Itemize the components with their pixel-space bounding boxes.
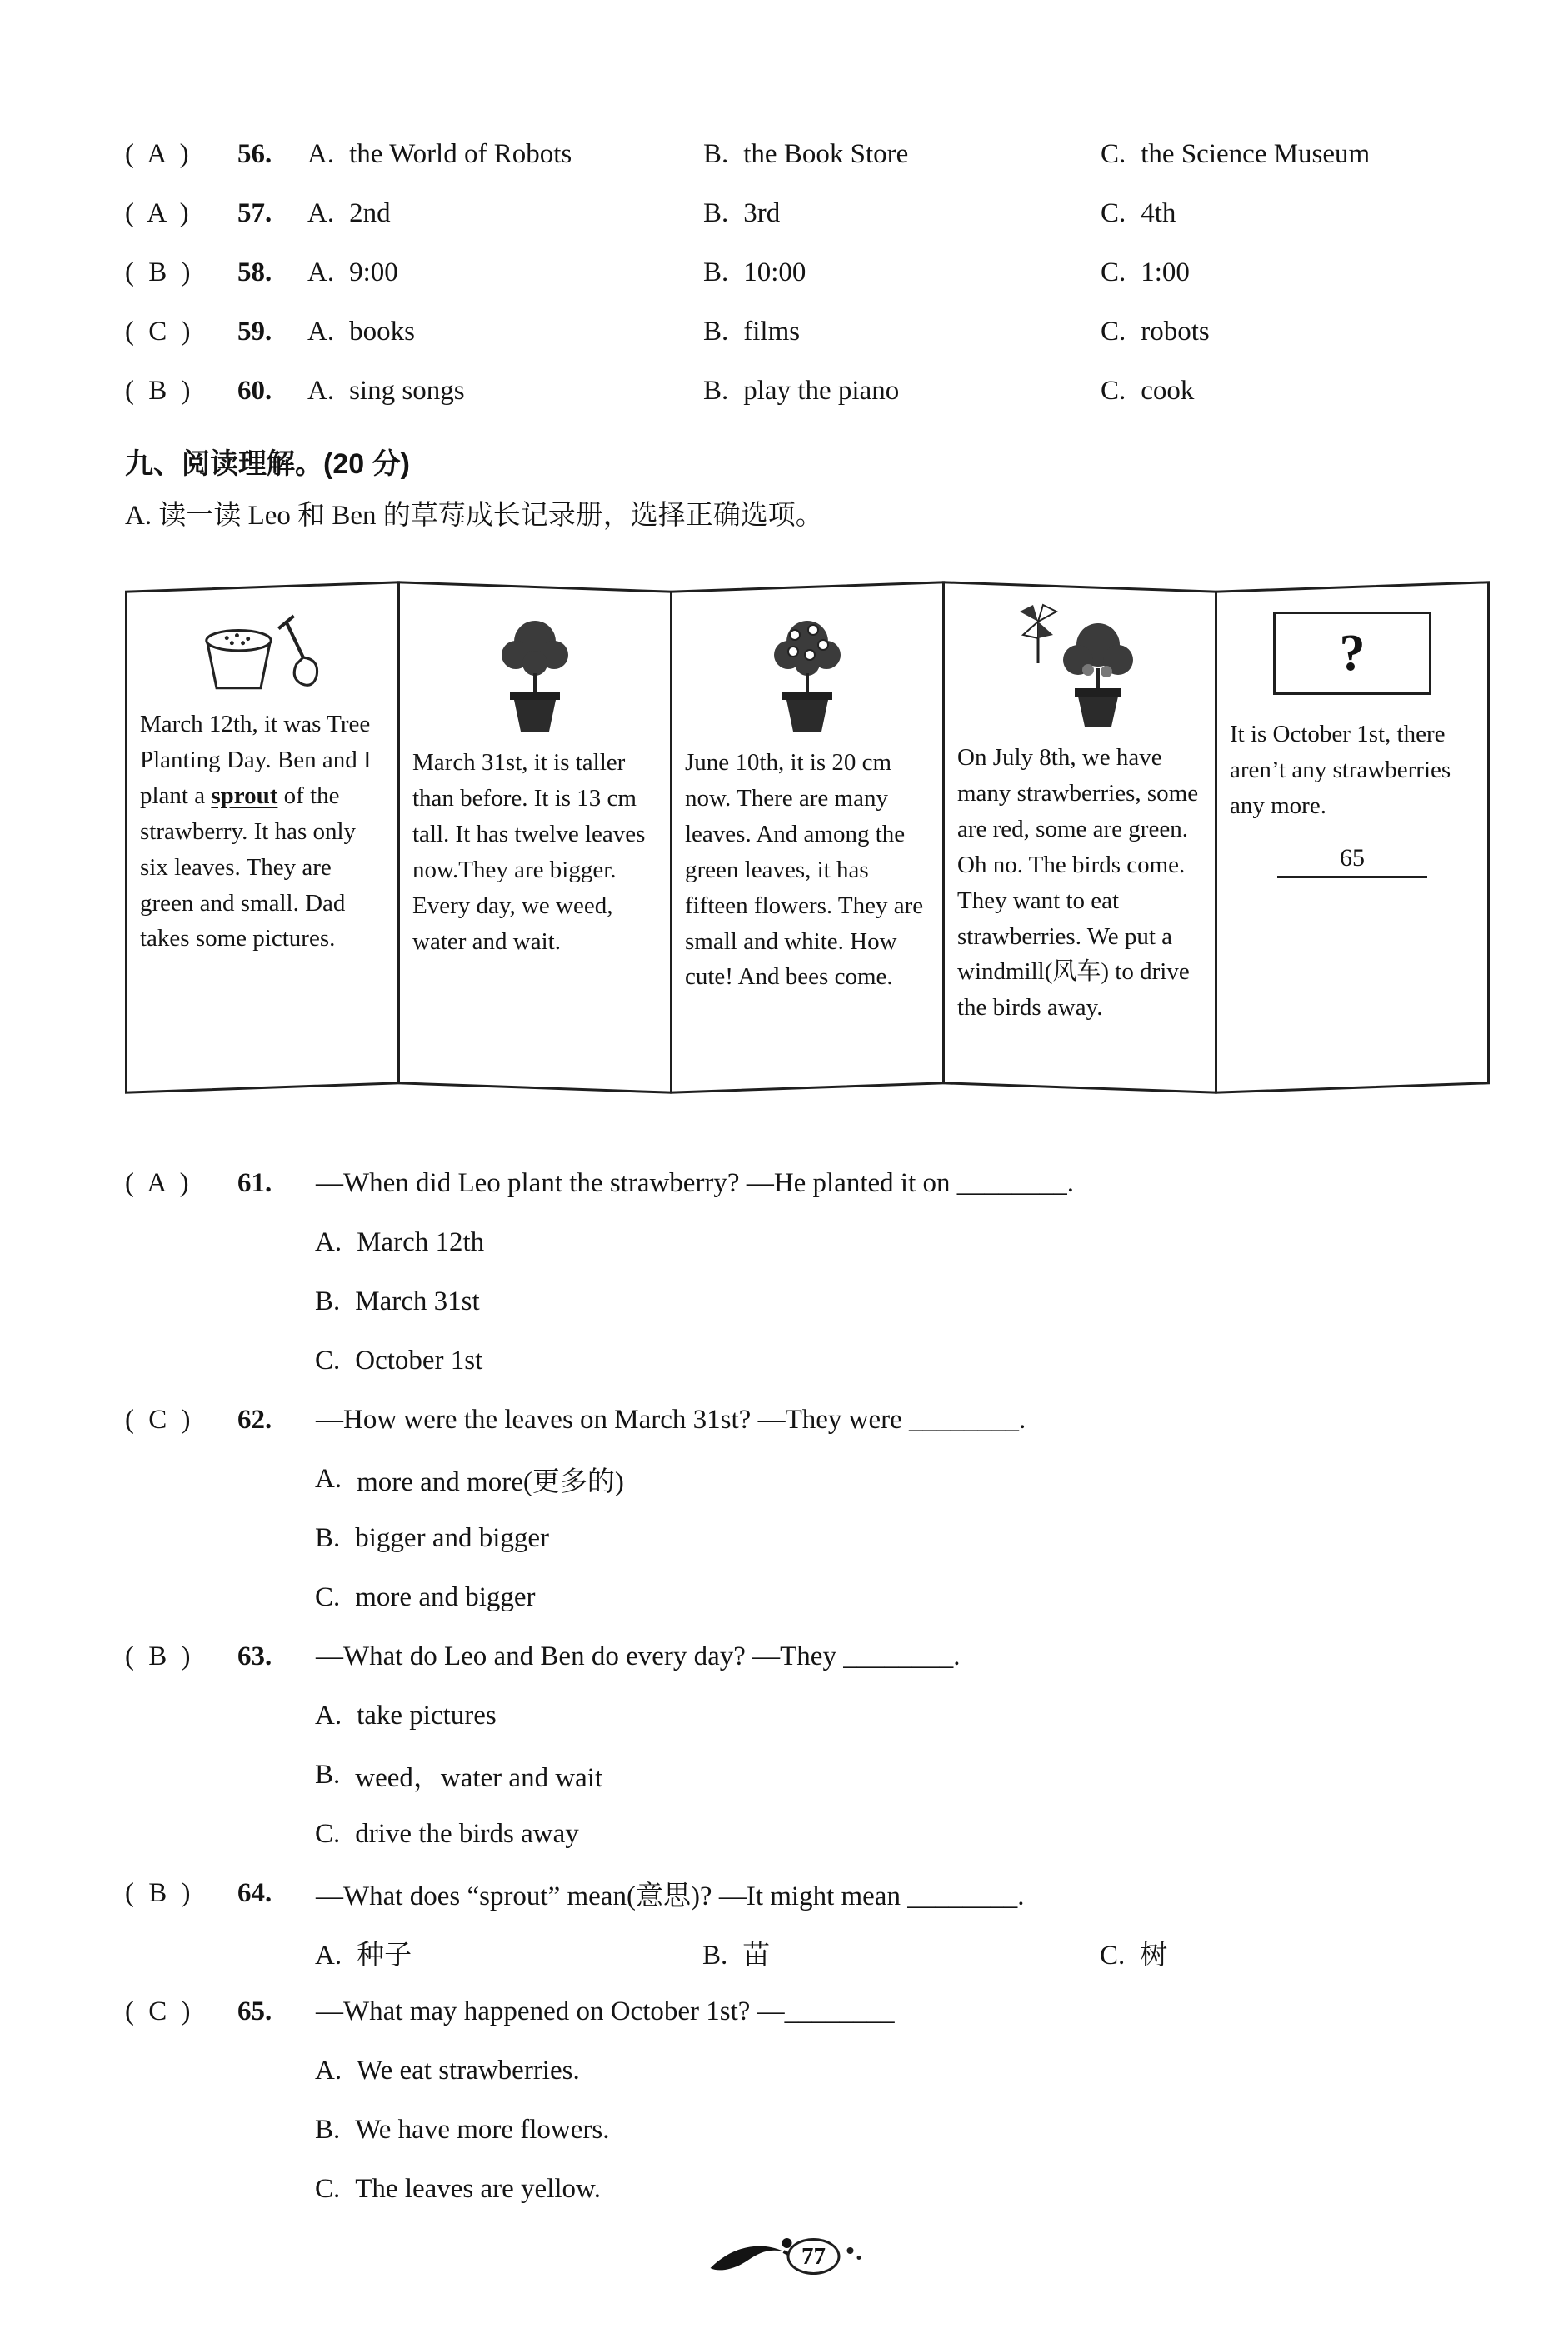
- option-b-label: B.: [315, 1760, 341, 1790]
- option-b-label: B.: [703, 139, 729, 169]
- reading-questions-block: [125, 1154, 1493, 2219]
- option-c-text: 树: [1140, 1941, 1168, 1971]
- option-a: [125, 1686, 1493, 1746]
- option-a-text: sing songs: [349, 376, 465, 406]
- strawberry-growth-booklet: [125, 562, 1493, 1112]
- question-65: [125, 1982, 1493, 2219]
- option-c-label: C.: [1101, 376, 1126, 406]
- option-a: [307, 198, 703, 229]
- option-a: [307, 257, 703, 288]
- section-instruction: A. 读一读 Leo 和 Ben 的草莓成长记录册，选择正确选项。: [125, 500, 823, 531]
- option-a-label: A.: [315, 2056, 342, 2086]
- option-b: [125, 2101, 1493, 2160]
- option-c-text: robots: [1141, 317, 1210, 347]
- option-b-text: bigger and bigger: [355, 1523, 550, 1553]
- option-a-label: A.: [315, 1227, 342, 1257]
- panel-5-text: It is October 1st, there aren’t any strawberries any more.: [1230, 721, 1451, 819]
- option-c: [1101, 198, 1493, 229]
- panel-2-text: March 31st, it is taller than before. It is 13 cm tall. It has twelve leaves now.They are bigger. Every day, we weed, water and wait.: [412, 749, 646, 955]
- answer-blank: ( B ): [125, 1641, 191, 1671]
- option-c: [1101, 317, 1493, 347]
- option-b: [703, 198, 1101, 229]
- mc-row-57: [125, 184, 1493, 243]
- booklet-panel-2: [397, 581, 672, 1094]
- option-b-text: 3rd: [743, 198, 781, 228]
- option-c: [125, 1568, 1493, 1627]
- option-c-label: C.: [1101, 257, 1126, 287]
- answer-blank: ( C ): [125, 1996, 191, 2026]
- booklet-panel-3: [670, 581, 945, 1094]
- answer-blank: ( A ): [125, 139, 189, 169]
- question-number: 58.: [237, 257, 272, 287]
- option-c-label: C.: [1101, 317, 1126, 347]
- question-number: 63.: [237, 1641, 272, 1671]
- option-c: [1100, 1933, 1493, 1972]
- option-c-label: C.: [1101, 198, 1126, 228]
- mc-row-59: [125, 302, 1493, 362]
- option-c-label: C.: [1100, 1941, 1126, 1971]
- option-b-label: B.: [315, 1286, 341, 1316]
- option-b: [703, 376, 1101, 407]
- panel-1-text: March 12th, it was Tree Planting Day. Ben and I plant a sprout of the strawberry. It has only six leaves. They are green and small. Dad takes some pictures.: [140, 711, 372, 952]
- option-b-text: weed，water and wait: [355, 1763, 603, 1793]
- answer-blank: ( B ): [125, 257, 191, 287]
- mc-row-58: [125, 243, 1493, 302]
- answer-blank: ( B ): [125, 1878, 191, 1908]
- option-b-label: B.: [315, 2115, 341, 2145]
- option-a-label: A.: [307, 317, 335, 347]
- option-a-text: 9:00: [349, 257, 398, 287]
- option-a: [125, 1450, 1493, 1509]
- answer-blank: ( C ): [125, 1405, 191, 1435]
- question-63: [125, 1627, 1493, 1864]
- option-a-text: more and more(更多的): [357, 1467, 624, 1497]
- question-stem: —What does “sprout” mean(意思)? —It might mean ________.: [316, 1881, 1025, 1911]
- question-stem: —What may happened on October 1st? —________: [316, 1996, 895, 2026]
- strawberry-plant-windmill-illustration: [1005, 600, 1155, 735]
- decor-dots: [847, 2244, 861, 2269]
- bucket-and-shovel-illustration: [186, 608, 339, 702]
- option-c-text: cook: [1141, 376, 1195, 406]
- option-c-text: more and bigger: [355, 1582, 536, 1612]
- option-b-label: B.: [703, 257, 729, 287]
- option-b-text: We have more flowers.: [355, 2115, 610, 2145]
- option-c-label: C.: [1101, 139, 1126, 169]
- option-a-text: the World of Robots: [349, 139, 572, 169]
- option-b: [125, 1746, 1493, 1805]
- option-a: [307, 376, 703, 407]
- option-c-label: C.: [315, 2174, 341, 2204]
- booklet-panel-4: [942, 581, 1217, 1094]
- option-a: [307, 139, 703, 170]
- option-c: [125, 2160, 1493, 2219]
- option-c-text: 4th: [1141, 198, 1176, 228]
- question-mark-box: ?: [1273, 612, 1431, 695]
- option-c: [125, 1805, 1493, 1864]
- option-a: [125, 2041, 1493, 2101]
- question-stem-row: [125, 1627, 1493, 1686]
- question-stem-row: [125, 1864, 1493, 1923]
- option-b-text: the Book Store: [743, 139, 909, 169]
- option-c: [1101, 139, 1493, 170]
- option-b-label: B.: [703, 198, 729, 228]
- question-number: 61.: [237, 1168, 272, 1198]
- option-c-text: The leaves are yellow.: [355, 2174, 601, 2204]
- question-number: 65.: [237, 1996, 272, 2026]
- option-a: [307, 317, 703, 347]
- question-stem: —When did Leo plant the strawberry? —He planted it on ________.: [316, 1168, 1075, 1198]
- sprout-keyword: sprout: [211, 782, 278, 809]
- option-a-label: A.: [315, 1701, 342, 1731]
- page-footer: [707, 2235, 861, 2278]
- question-62: [125, 1391, 1493, 1627]
- option-c-text: October 1st: [355, 1346, 483, 1376]
- option-a-text: We eat strawberries.: [357, 2056, 580, 2086]
- option-b-text: 苗: [742, 1941, 771, 1971]
- question-stem-row: [125, 1154, 1493, 1213]
- section-title: 九、阅读理解。(20 分): [125, 447, 410, 480]
- option-c-text: 1:00: [1141, 257, 1190, 287]
- option-a-label: A.: [307, 257, 335, 287]
- question-61: [125, 1154, 1493, 1391]
- option-b-text: March 31st: [355, 1286, 480, 1316]
- booklet-panel-1: [125, 581, 400, 1094]
- question-stem-row: [125, 1391, 1493, 1450]
- option-c-text: the Science Museum: [1141, 139, 1371, 169]
- booklet-panel-5: [1215, 581, 1490, 1094]
- question-number: 57.: [237, 198, 272, 228]
- option-b-text: play the piano: [743, 376, 900, 406]
- mc-answers-block: [125, 125, 1493, 421]
- option-a: [125, 1213, 1493, 1272]
- question-stem-row: [125, 1982, 1493, 2041]
- option-a-label: A.: [307, 376, 335, 406]
- answer-blank: ( A ): [125, 198, 189, 228]
- option-c-label: C.: [315, 1582, 341, 1612]
- option-b-text: 10:00: [743, 257, 806, 287]
- flowering-plant-illustration: [745, 607, 870, 740]
- option-b-label: B.: [702, 1941, 728, 1971]
- option-b: [702, 1933, 1100, 1972]
- question-number: 64.: [237, 1878, 272, 1908]
- option-a: [315, 1933, 702, 1972]
- option-b-label: B.: [703, 376, 729, 406]
- option-a-label: A.: [307, 139, 335, 169]
- option-c-text: drive the birds away: [355, 1819, 579, 1849]
- option-a-label: A.: [307, 198, 335, 228]
- panel-4-text: On July 8th, we have many strawberries, some are red, some are green. Oh no. The birds come. They want to eat strawberries. We put a windmill(风车) to drive the birds away.: [957, 744, 1199, 1022]
- option-a-text: 种子: [357, 1941, 412, 1971]
- option-b: [703, 317, 1101, 347]
- option-c: [1101, 376, 1493, 407]
- answer-blank: ( C ): [125, 317, 191, 347]
- potted-plant-illustration: [472, 607, 597, 740]
- option-b-label: B.: [703, 317, 729, 347]
- mc-row-60: [125, 362, 1493, 421]
- inline-options-row: [125, 1923, 1493, 1982]
- panel-3-text: June 10th, it is 20 cm now. There are many leaves. And among the green leaves, it has fifteen flowers. They are small and white. How cute! And bees come.: [685, 749, 924, 991]
- question-number: 60.: [237, 376, 272, 406]
- option-c: [125, 1331, 1493, 1391]
- option-b-text: films: [743, 317, 801, 347]
- option-b: [125, 1509, 1493, 1568]
- option-a-text: take pictures: [357, 1701, 497, 1731]
- question-number: 59.: [237, 317, 272, 347]
- option-a-text: books: [349, 317, 415, 347]
- question-number: 56.: [237, 139, 272, 169]
- option-b-label: B.: [315, 1523, 341, 1553]
- answer-blank: ( A ): [125, 1168, 189, 1198]
- answer-blank: ( B ): [125, 376, 191, 406]
- page-number: 77: [787, 2238, 841, 2275]
- question-64: [125, 1864, 1493, 1982]
- option-b: [703, 257, 1101, 288]
- question-number: 62.: [237, 1405, 272, 1435]
- question-stem: —What do Leo and Ben do every day? —They ________.: [316, 1641, 961, 1671]
- option-a-text: March 12th: [357, 1227, 485, 1257]
- option-b: [703, 139, 1101, 170]
- option-b: [125, 1272, 1493, 1331]
- option-c: [1101, 257, 1493, 288]
- option-a-label: A.: [315, 1464, 342, 1494]
- option-a-label: A.: [315, 1941, 342, 1971]
- question-stem: —How were the leaves on March 31st? —They were ________.: [316, 1405, 1026, 1435]
- mc-row-56: [125, 125, 1493, 184]
- option-c-label: C.: [315, 1346, 341, 1376]
- option-c-label: C.: [315, 1819, 341, 1849]
- option-a-text: 2nd: [349, 198, 391, 228]
- panel-5-blank-65: 65: [1277, 844, 1427, 878]
